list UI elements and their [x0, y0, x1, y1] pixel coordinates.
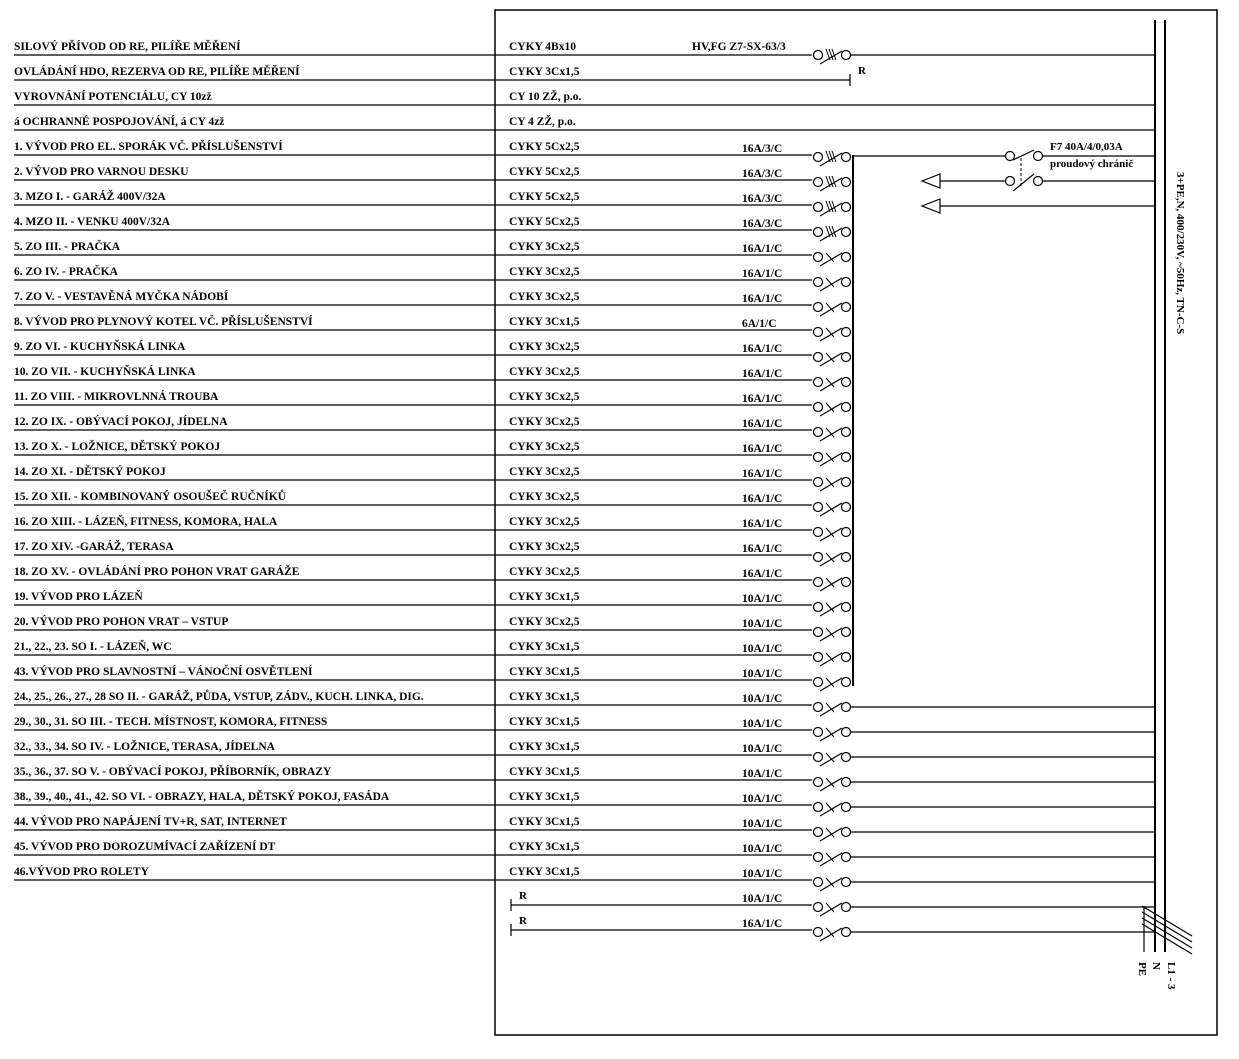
circuit-breaker [814, 603, 851, 617]
circuit-row [14, 439, 851, 466]
circuit-label: 12. ZO IX. - OBÝVACÍ POKOJ, JÍDELNA [14, 416, 228, 428]
breaker-rating: 6A/1/C [742, 318, 777, 330]
circuit-breaker [814, 628, 851, 642]
circuit-breaker [814, 753, 851, 767]
circuit-label: 5. ZO III. - PRAČKA [14, 241, 121, 253]
circuit-row [14, 414, 851, 441]
circuit-cable: CYKY 3Cx1,5 [509, 791, 580, 803]
circuit-label: 19. VÝVOD PRO LÁZEŇ [14, 591, 143, 603]
circuit-breaker [814, 453, 851, 467]
reserve-breaker-rating: 16A/1/C [742, 918, 783, 930]
circuit-breaker [814, 553, 851, 567]
breaker-rating: 16A/1/C [742, 543, 783, 555]
circuit-cable: CYKY 3Cx1,5 [509, 766, 580, 778]
circuit-row [14, 564, 851, 591]
circuit-cable: CYKY 3Cx1,5 [509, 716, 580, 728]
conductor-hatch [1142, 906, 1192, 954]
breaker-rating: 16A/3/C [742, 168, 783, 180]
main-switch-label: HV,FG Z7-SX-63/3 [692, 41, 786, 53]
circuit-row [14, 339, 851, 366]
circuit-cable: CYKY 5Cx2,5 [509, 166, 580, 178]
incoming-cable: CYKY 3Cx1,5 [509, 66, 580, 78]
circuit-breaker [814, 503, 851, 517]
breaker-rating: 16A/1/C [742, 493, 783, 505]
incoming-label: á OCHRANNÉ POSPOJOVÁNÍ, á CY 4zž [14, 116, 225, 128]
circuit-breaker [814, 303, 851, 317]
circuit-label: 4. MZO II. - VENKU 400V/32A [14, 216, 171, 228]
breaker-rating: 16A/3/C [742, 218, 783, 230]
circuit-label: 10. ZO VII. - KUCHYŇSKÁ LINKA [14, 366, 196, 378]
breaker-rating: 16A/1/C [742, 368, 783, 380]
circuit-breaker [814, 201, 851, 216]
reserve-row [511, 890, 1155, 916]
circuit-label: 38., 39., 40., 41., 42. SO VI. - OBRAZY, HALA, DĚTSKÝ POKOJ, FASÁDA [14, 791, 390, 803]
circuit-breaker [814, 528, 851, 542]
breaker-rating: 10A/1/C [742, 693, 783, 705]
circuit-breaker [814, 403, 851, 417]
circuit-label: 20. VÝVOD PRO POHON VRAT – VSTUP [14, 616, 229, 628]
circuit-breaker [814, 378, 851, 392]
circuit-cable: CYKY 3Cx2,5 [509, 416, 580, 428]
system-label: 3+PE,N, 400/230V, ~50Hz, TN-C-S [1174, 172, 1186, 335]
reserve-tag: R [519, 915, 527, 927]
reserve-breaker-rating: 10A/1/C [742, 893, 783, 905]
circuit-label: 2. VÝVOD PRO VARNOU DESKU [14, 166, 189, 178]
circuit-row [14, 389, 851, 416]
circuit-row [14, 514, 851, 541]
breaker-rating: 16A/1/C [742, 393, 783, 405]
breaker-rating: 16A/1/C [742, 293, 783, 305]
circuit-breaker [814, 878, 851, 892]
reserve-breaker [814, 903, 851, 917]
breaker-rating: 10A/1/C [742, 793, 783, 805]
breaker-rating: 10A/1/C [742, 818, 783, 830]
circuit-row [14, 164, 851, 191]
circuit-row [14, 864, 1155, 891]
hdo-reserve-tag: R [858, 65, 866, 77]
circuit-label: 17. ZO XIV. -GARÁŽ, TERASA [14, 541, 174, 553]
circuit-label: 35., 36., 37. SO V. - OBÝVACÍ POKOJ, PŘÍBORNÍK, OBRAZY [14, 766, 332, 778]
breaker-rating: 16A/1/C [742, 343, 783, 355]
incoming-cable: CYKY 4Bx10 [509, 41, 576, 53]
circuit-row [14, 764, 1155, 791]
circuit-label: 15. ZO XII. - KOMBINOVANÝ OSOUŠEČ RUČNÍKŮ [14, 491, 286, 503]
circuit-row [14, 639, 851, 666]
circuit-cable: CYKY 3Cx1,5 [509, 741, 580, 753]
circuit-label: 44. VÝVOD PRO NAPÁJENÍ TV+R, SAT, INTERNET [14, 816, 287, 828]
incoming-row [14, 89, 1155, 105]
circuit-breaker [814, 428, 851, 442]
circuit-cable: CYKY 3Cx1,5 [509, 666, 580, 678]
circuit-row [14, 614, 851, 641]
circuit-cable: CYKY 3Cx1,5 [509, 841, 580, 853]
circuit-row [14, 264, 851, 291]
circuit-row [14, 664, 851, 691]
conductor-pe-label: PE [1136, 962, 1148, 977]
incoming-label: SILOVÝ PŘÍVOD OD RE, PILÍŘE MĚŘENÍ [14, 41, 241, 53]
circuit-row [14, 216, 851, 241]
circuit-cable: CYKY 3Cx2,5 [509, 616, 580, 628]
circuits-section [14, 139, 1155, 941]
circuit-row [14, 239, 851, 266]
circuit-row [14, 289, 851, 316]
incoming-section [14, 39, 1155, 130]
circuit-row [14, 488, 851, 516]
circuit-row [14, 814, 1155, 841]
circuit-row [14, 539, 851, 566]
circuit-cable: CYKY 5Cx2,5 [509, 191, 580, 203]
circuit-cable: CYKY 3Cx2,5 [509, 516, 580, 528]
breaker-rating: 16A/1/C [742, 468, 783, 480]
breaker-rating: 10A/1/C [742, 593, 783, 605]
breaker-rating: 10A/1/C [742, 843, 783, 855]
circuit-label: 3. MZO I. - GARÁŽ 400V/32A [14, 191, 166, 203]
breaker-rating: 16A/1/C [742, 568, 783, 580]
circuit-cable: CYKY 5Cx2,5 [509, 141, 580, 153]
breaker-rating: 10A/1/C [742, 743, 783, 755]
circuit-row [14, 464, 851, 491]
circuit-label: 9. ZO VI. - KUCHYŇSKÁ LINKA [14, 341, 186, 353]
circuit-label: 24., 25., 26., 27., 28 SO II. - GARÁŽ, PŮDA, VSTUP, ZÁDV., KUCH. LINKA, DIG. [14, 691, 424, 703]
circuit-label: 29., 30., 31. SO III. - TECH. MÍSTNOST, KOMORA, FITNESS [14, 716, 328, 728]
circuit-breaker [814, 253, 851, 267]
circuit-breaker [814, 778, 851, 792]
circuit-cable: CYKY 3Cx2,5 [509, 441, 580, 453]
circuit-cable: CYKY 3Cx2,5 [509, 541, 580, 553]
breaker-rating: 16A/1/C [742, 518, 783, 530]
circuit-cable: CYKY 3Cx2,5 [509, 366, 580, 378]
circuit-breaker [814, 853, 851, 867]
circuit-cable: CYKY 3Cx2,5 [509, 241, 580, 253]
circuit-label: 6. ZO IV. - PRAČKA [14, 266, 118, 278]
breaker-rating: 16A/3/C [742, 193, 783, 205]
circuit-label: 16. ZO XIII. - LÁZEŇ, FITNESS, KOMORA, HALA [14, 516, 278, 528]
circuit-row [14, 139, 851, 166]
circuit-cable: CYKY 3Cx2,5 [509, 466, 580, 478]
breaker-rating: 10A/1/C [742, 768, 783, 780]
circuit-breaker [814, 728, 851, 742]
circuit-breaker [814, 478, 851, 492]
circuit-cable: CYKY 5Cx2,5 [509, 216, 580, 228]
breaker-rating: 10A/1/C [742, 668, 783, 680]
circuit-cable: CYKY 3Cx1,5 [509, 641, 580, 653]
rcd-label: F7 40A/4/0,03A [1050, 141, 1123, 153]
incoming-row [14, 114, 1155, 130]
circuit-label: 46.VÝVOD PRO ROLETY [14, 866, 149, 878]
circuit-label: 13. ZO X. - LOŽNICE, DĚTSKÝ POKOJ [14, 441, 221, 453]
circuit-cable: CYKY 3Cx2,5 [509, 566, 580, 578]
conductor-l-label: L1 - 3 [1165, 962, 1177, 990]
incoming-label: OVLÁDÁNÍ HDO, REZERVA OD RE, PILÍŘE MĚŘENÍ [14, 66, 300, 78]
circuit-cable: CYKY 3Cx2,5 [509, 491, 580, 503]
circuit-row [14, 688, 1155, 716]
circuit-breaker [814, 803, 851, 817]
rcd-device [853, 141, 1155, 213]
breaker-rating: 16A/1/C [742, 418, 783, 430]
breaker-rating: 10A/1/C [742, 618, 783, 630]
breaker-rating: 10A/1/C [742, 868, 783, 880]
reserve-breaker [814, 928, 851, 942]
circuit-breaker [814, 828, 851, 842]
incoming-label: VYROVNÁNÍ POTENCIÁLU, CY 10zž [14, 91, 212, 103]
reserve-row [511, 915, 1155, 941]
circuit-row [14, 714, 1155, 741]
circuit-row [14, 314, 851, 341]
main-switch [814, 49, 851, 64]
breaker-rating: 10A/1/C [742, 718, 783, 730]
breaker-rating: 10A/1/C [742, 643, 783, 655]
circuit-breaker [814, 353, 851, 367]
circuit-breaker [814, 226, 851, 241]
circuit-breaker [814, 176, 851, 191]
circuit-label: 43. VÝVOD PRO SLAVNOSTNÍ – VÁNOČNÍ OSVĚTLENÍ [14, 666, 313, 678]
circuit-breaker [814, 653, 851, 667]
breaker-rating: 16A/1/C [742, 243, 783, 255]
circuit-label: 7. ZO V. - VESTAVĚNÁ MYČKA NÁDOBÍ [14, 291, 229, 303]
circuit-label: 32., 33., 34. SO IV. - LOŽNICE, TERASA, JÍDELNA [14, 741, 275, 753]
circuit-breaker [814, 703, 851, 717]
breaker-rating: 16A/1/C [742, 443, 783, 455]
breaker-rating: 16A/1/C [742, 268, 783, 280]
circuit-row [14, 839, 1155, 866]
circuit-row [14, 189, 851, 216]
circuit-label: 18. ZO XV. - OVLÁDÁNÍ PRO POHON VRAT GARÁŽE [14, 566, 300, 578]
conductor-n-label: N [1150, 962, 1162, 970]
circuit-label: 11. ZO VIII. - MIKROVLNNÁ TROUBA [14, 391, 219, 403]
circuit-cable: CYKY 3Cx1,5 [509, 591, 580, 603]
circuit-cable: CYKY 3Cx1,5 [509, 866, 580, 878]
rcd-sublabel: proudový chránič [1050, 158, 1134, 170]
circuit-cable: CYKY 3Cx1,5 [509, 316, 580, 328]
circuit-label: 45. VÝVOD PRO DOROZUMÍVACÍ ZAŘÍZENÍ DT [14, 841, 276, 853]
incoming-row [14, 39, 1155, 64]
circuit-row [14, 364, 851, 391]
circuit-label: 21., 22., 23. SO I. - LÁZEŇ, WC [14, 641, 172, 653]
circuit-label: 8. VÝVOD PRO PLYNOVÝ KOTEL VČ. PŘÍSLUŠENSTVÍ [14, 316, 313, 328]
circuit-label: 14. ZO XI. - DĚTSKÝ POKOJ [14, 466, 166, 478]
circuit-cable: CYKY 3Cx2,5 [509, 391, 580, 403]
circuit-cable: CYKY 3Cx1,5 [509, 816, 580, 828]
breaker-rating: 16A/3/C [742, 143, 783, 155]
incoming-cable: CY 4 ZŽ, p.o. [509, 116, 576, 128]
circuit-label: 1. VÝVOD PRO EL. SPORÁK VČ. PŘÍSLUŠENSTVÍ [14, 141, 283, 153]
circuit-breaker [814, 278, 851, 292]
circuit-cable: CYKY 3Cx1,5 [509, 691, 580, 703]
circuit-breaker [814, 678, 851, 692]
reserve-tag: R [519, 890, 527, 902]
incoming-cable: CY 10 ZŽ, p.o. [509, 91, 582, 103]
circuit-row [14, 589, 851, 616]
circuit-row [14, 739, 1155, 766]
incoming-row [14, 64, 867, 86]
circuit-breaker [814, 578, 851, 592]
circuit-breaker [814, 328, 851, 342]
circuit-row [14, 789, 1155, 816]
circuit-cable: CYKY 3Cx2,5 [509, 341, 580, 353]
circuit-cable: CYKY 3Cx2,5 [509, 266, 580, 278]
circuit-breaker [814, 151, 851, 166]
circuit-cable: CYKY 3Cx2,5 [509, 291, 580, 303]
